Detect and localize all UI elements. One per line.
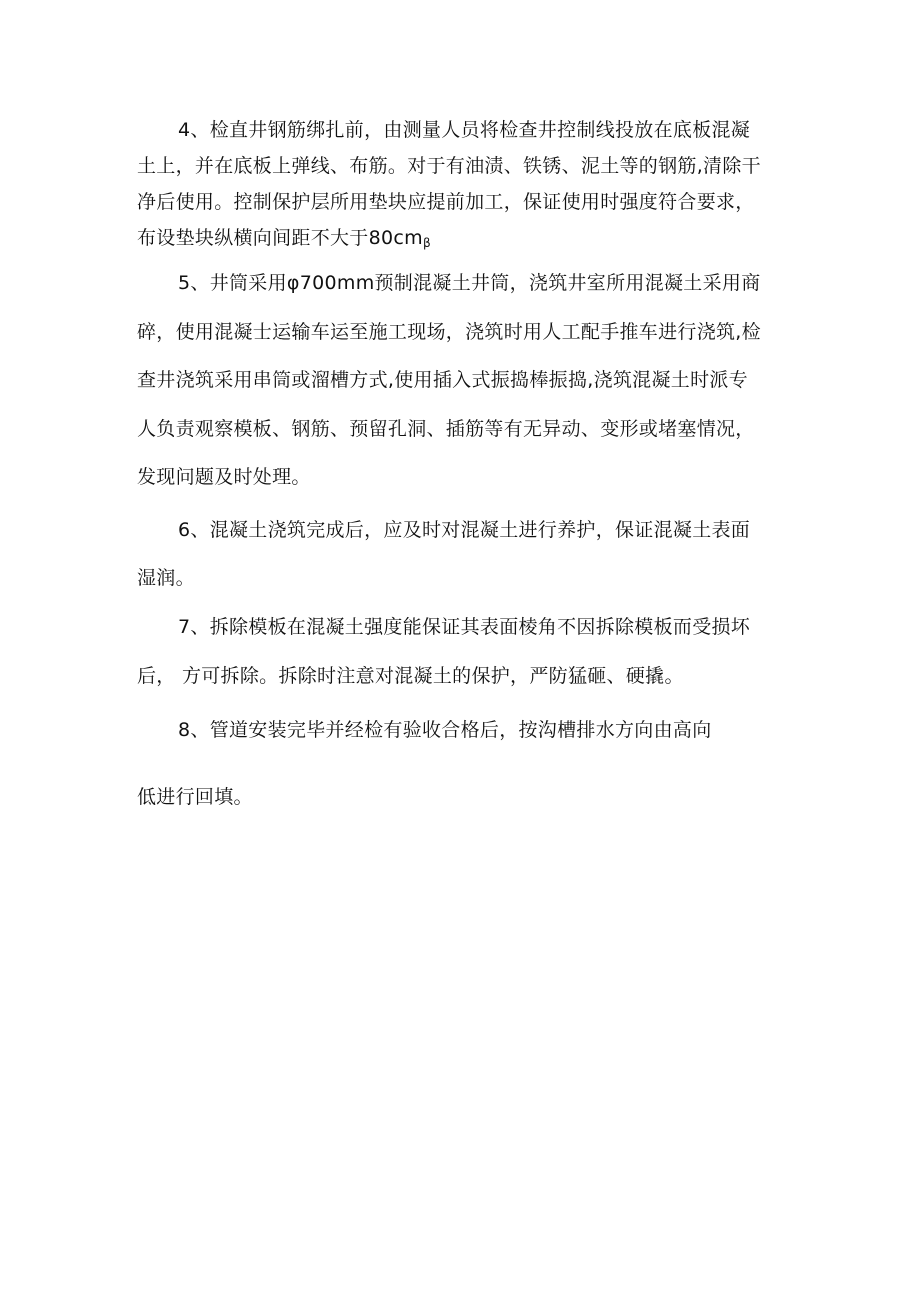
paragraph-5-line-4: 人负责观察模板、钢筋、预留孔洞、插筋等有无异动、变形或堵塞情况， xyxy=(137,418,755,440)
paragraph-4-line-4-text: 布设垫块纵横向间距不大于80cm xyxy=(137,227,423,249)
paragraph-7-line-1: 7、拆除模板在混凝土强度能保证其表面棱角不因拆除模板而受损坏 xyxy=(178,616,751,638)
paragraph-6-line-2: 湿润。 xyxy=(137,567,195,589)
paragraph-4-line-2: 土上，并在底板上弹线、布筋。对于有油渍、铁锈、泥土等的钢筋,清除干 xyxy=(137,155,761,177)
paragraph-8-line-2: 低进行回填。 xyxy=(137,786,253,808)
paragraph-4-line-4-suffix: β xyxy=(422,236,431,250)
paragraph-5-line-2: 碎，使用混凝士运输车运至施工现场，浇筑时用人工配手推车进行浇筑,检 xyxy=(137,321,761,343)
paragraph-5-line-1: 5、井筒采用φ700mm预制混凝土井筒，浇筑井室所用混凝土采用商 xyxy=(178,272,761,294)
paragraph-6-line-1: 6、混凝土浇筑完成后，应及时对混凝土进行养护，保证混凝土表面 xyxy=(178,519,751,541)
paragraph-4-line-4 xyxy=(137,225,431,256)
paragraph-4-line-1: 4、检直井钢筋绑扎前，由测量人员将检查井控制线投放在底板混凝 xyxy=(178,119,751,141)
paragraph-5-line-5: 发现问题及时处理。 xyxy=(137,466,311,488)
paragraph-7-line-2: 后， 方可拆除。拆除时注意对混凝土的保护，严防猛砸、硬撬。 xyxy=(137,665,684,687)
paragraph-5-line-3: 查井浇筑采用串筒或溜槽方式,使用插入式振捣棒振捣,浇筑混凝土时派专 xyxy=(137,369,748,391)
paragraph-8-line-1: 8、管道安装完毕并经检有验收合格后，按沟槽排水方向由高向 xyxy=(178,719,712,741)
paragraph-4-line-3: 净后使用。控制保护层所用垫块应提前加工，保证使用时强度符合要求， xyxy=(137,191,755,213)
